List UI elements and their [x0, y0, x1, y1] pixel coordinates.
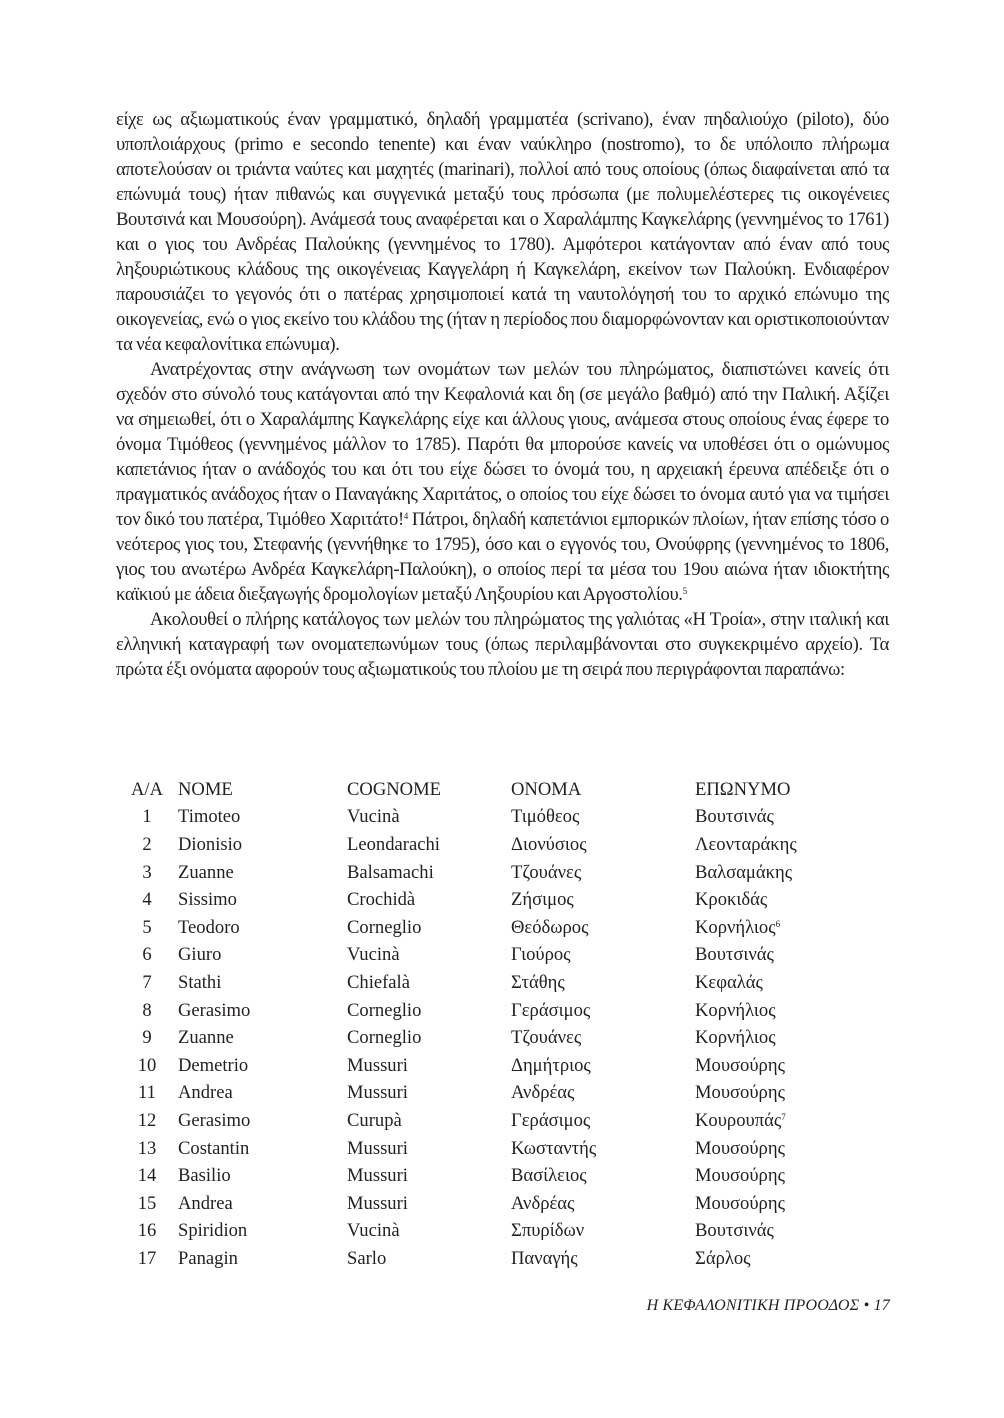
- row-number: [116, 862, 178, 884]
- cognome-cell: [347, 944, 511, 966]
- paragraph-list-intro: Ακολουθεί ο πλήρης κατάλογος των μελών του πληρώματος της γαλιότας «Η Τροία», στην ιταλική και ελληνική καταγραφή των ονοματεπωνύμων τους (όπως περιλαμβάνονται στο συγκεκριμένο αρχείο). Τα πρώτα έξι ονόματα αφορούν τους αξιωματικούς του πλοίου με τη σειρά που περιγράφονται παραπάνω:: [116, 609, 889, 680]
- footnote-ref-5[interactable]: 5: [682, 586, 687, 596]
- cell-text: Sissimo: [178, 889, 237, 911]
- eponymo-cell: [695, 862, 865, 884]
- eponymo-cell: [695, 1165, 865, 1187]
- onoma-cell: [511, 1138, 695, 1160]
- cell-text: Κορνήλιος: [695, 1027, 776, 1049]
- cell-text: Timoteo: [178, 806, 241, 828]
- nome-cell: [178, 889, 347, 911]
- footnote-ref[interactable]: 7: [781, 1111, 786, 1122]
- cell-text: 8: [142, 999, 152, 1021]
- cognome-cell: [347, 862, 511, 884]
- table-header-row: [116, 776, 876, 804]
- cell-text: Βαλσαμάκης: [695, 861, 793, 883]
- eponymo-cell: [695, 889, 865, 911]
- nome-cell: [178, 1165, 347, 1187]
- cell-text: Λεονταράκης: [695, 833, 797, 855]
- cell-text: Τζουάνες: [511, 861, 582, 883]
- row-number: [116, 1027, 178, 1049]
- nome-cell: [178, 944, 347, 966]
- eponymo-cell: [695, 1138, 865, 1160]
- onoma-cell: [511, 1055, 695, 1077]
- cell-text: Κεφαλάς: [695, 971, 763, 993]
- cognome-cell: [347, 1193, 511, 1215]
- onoma-cell: [511, 889, 695, 911]
- row-number: [116, 1248, 178, 1270]
- table-body: [116, 804, 876, 1273]
- header-eponymo: ΕΠΩΝΥΜΟ: [695, 778, 791, 800]
- cell-text: 4: [142, 889, 152, 911]
- cognome-cell: [347, 1055, 511, 1077]
- cell-text: 7: [142, 971, 152, 993]
- nome-cell: [178, 1220, 347, 1242]
- cell-text: Sarlo: [347, 1247, 387, 1269]
- cognome-cell: [347, 1165, 511, 1187]
- paragraph-officers: είχε ως αξιωματικούς έναν γραμματικό, δηλαδή γραμματέα (scrivano), έναν πηδαλιούχο (piloto), δύο υποπλοιάρχους (primo e secondo tenente) και έναν ναύκληρο (nostromo), το δε υπόλοιπο πλήρωμα αποτελούσαν οι τριάντα ναύτες και μαχητές (marinari), πολλοί από τους οποίους (όπως διαφαίνεται από τα επώνυμά τους) ήταν πιθανώς και συγγενικά μεταξύ τους πρόσωπα (με πολυμελέστερες τις οικογένειες Βουτσινά και Μουσούρη). Ανάμεσά τους αναφέρεται και ο Χαραλάμπης Καγκελάρης (γεννημένος το 1761) και ο γιος του Ανδρέας Παλούκης (γεννημένος το 1780). Αμφότεροι κατάγονταν από έναν από τους ληξουριώτικους κλάδους της οικογένειας Καγγελάρη ή Καγκελάρη, εκείνον των Παλούκη. Ενδιαφέρον παρουσιάζει το γεγονός ότι ο πατέρας χρησιμοποιεί κατά τη ναυτολόγησή του το αρχικό επώνυμο της οικογενείας, ενώ ο γιος εκείνο του κλάδου της (ήταν η περίοδος που διαμορφώνονταν και οριστικοποιούνταν τα νέα κεφαλονίτικα επώνυμα).: [116, 109, 889, 355]
- cognome-cell: [347, 1027, 511, 1049]
- eponymo-cell: [695, 1000, 865, 1022]
- cell-text: Κορνήλιος: [695, 999, 776, 1021]
- nome-cell: [178, 1110, 347, 1132]
- table-row: [116, 997, 876, 1025]
- table-row: [116, 1190, 876, 1218]
- nome-cell: [178, 1193, 347, 1215]
- nome-cell: [178, 972, 347, 994]
- nome-cell: [178, 862, 347, 884]
- table-row: [116, 804, 876, 832]
- eponymo-cell: [695, 1220, 865, 1242]
- table-row: [116, 831, 876, 859]
- cell-text: 10: [137, 1054, 157, 1076]
- nome-cell: [178, 834, 347, 856]
- row-number: [116, 1138, 178, 1160]
- cell-text: 17: [137, 1247, 157, 1269]
- cell-text: Gerasimo: [178, 1109, 251, 1131]
- table-row: [116, 1107, 876, 1135]
- header-aa: A/A: [130, 778, 164, 800]
- eponymo-cell: [695, 1248, 865, 1270]
- cell-text: 13: [137, 1137, 157, 1159]
- onoma-cell: [511, 806, 695, 828]
- cognome-cell: [347, 1000, 511, 1022]
- cell-text: 16: [137, 1220, 157, 1242]
- paragraph-text: Ανατρέχοντας στην ανάγνωση των ονομάτων των μελών του πληρώματος, διαπιστώνει κανείς ότι σχεδόν στο σύνολό τους κατάγονται από την Κεφαλονιά και δη (σε μεγάλο βαθμό) από την Παλική. Αξίζει να σημειωθεί, ότι ο Χαραλάμπης Καγκελάρης είχε και άλλους γιους, ανάμεσα στους οποίους ένας έφερε το όνομα Τιμόθεος (γεννημένος μάλλον το 1785). Παρότι θα μπορούσε κανείς να υποθέσει ότι ο ομώνυμος καπετάνιος ήταν ο ανάδοχός του και ότι του είχε δώσει το όνομά του, η αρχειακή έρευνα απέδειξε ότι ο πραγματικός ανάδοχος ήταν ο Παναγάκης Χαριτάτος, ο οποίος του είχε δώσει το όνομα αυτό για να τιμήσει τον δικό του πατέρα, Τιμόθεο Χαριτάτο!: [116, 359, 889, 530]
- cell-text: Ανδρέας: [511, 1082, 575, 1104]
- cell-text: 3: [142, 861, 152, 883]
- onoma-cell: [511, 1082, 695, 1104]
- cell-text: Crochidà: [347, 889, 416, 911]
- cognome-cell: [347, 1082, 511, 1104]
- table-row: [116, 1218, 876, 1246]
- nome-cell: [178, 1000, 347, 1022]
- page-footer: [647, 1297, 890, 1315]
- cell-text: 2: [142, 833, 152, 855]
- cell-text: Panagin: [178, 1247, 238, 1269]
- cell-text: Βουτσινάς: [695, 806, 774, 828]
- cell-text: Κουρουπάς: [695, 1109, 782, 1131]
- eponymo-cell: [695, 917, 865, 939]
- nome-cell: [178, 1138, 347, 1160]
- cell-text: 15: [137, 1192, 157, 1214]
- cell-text: 11: [138, 1082, 156, 1104]
- paragraph-text: Πάτροι, δηλαδή καπετάνιοι εμπορικών πλοίων, ήταν επίσης τόσο ο νεότερος γιος του, Στεφανής (γεννήθηκε το 1795), όσο και ο εγγονός του, Ονούφρης (γεννημένος το 1806, γιος του ανωτέρω Ανδρέα Καγκελάρη-Παλούκη), ο οποίος περί τα μέσα του 19ου αιώνα ήταν ιδιοκτήτης καϊκιού με άδεια διεξαγωγής δρομολογίων μεταξύ Ληξουρίου και Αργοστολίου.: [116, 509, 890, 605]
- cell-text: Μουσούρης: [695, 1192, 785, 1214]
- row-number: [116, 1000, 178, 1022]
- cognome-cell: [347, 1138, 511, 1160]
- footnote-ref-4[interactable]: 4: [403, 511, 408, 521]
- cell-text: Dionisio: [178, 833, 243, 855]
- paragraph-crew-origin: [116, 357, 889, 607]
- onoma-cell: [511, 944, 695, 966]
- row-number: [116, 1110, 178, 1132]
- running-title: Η ΚΕΦΑΛΟΝΙΤΙΚΗ ΠΡΟΟΔΟΣ: [646, 1297, 860, 1314]
- nome-cell: [178, 1055, 347, 1077]
- cell-text: 6: [142, 944, 152, 966]
- cell-text: Andrea: [178, 1192, 233, 1214]
- cell-text: Mussuri: [347, 1054, 408, 1076]
- cell-text: Mussuri: [347, 1192, 408, 1214]
- cell-text: Κορνήλιος: [695, 916, 776, 938]
- row-number: [116, 1193, 178, 1215]
- table-row: [116, 886, 876, 914]
- cell-text: Βουτσινάς: [695, 944, 774, 966]
- cell-text: Τιμόθεος: [511, 806, 580, 828]
- eponymo-cell: [695, 806, 865, 828]
- cell-text: Teodoro: [178, 916, 240, 938]
- table-row: [116, 1052, 876, 1080]
- onoma-cell: [511, 834, 695, 856]
- onoma-cell: [511, 862, 695, 884]
- row-number: [116, 917, 178, 939]
- nome-cell: [178, 806, 347, 828]
- row-number: [116, 944, 178, 966]
- cell-text: Γεράσιμος: [511, 999, 591, 1021]
- eponymo-cell: [695, 1027, 865, 1049]
- cell-text: Ζήσιμος: [511, 889, 574, 911]
- header-nome: NOME: [178, 778, 233, 800]
- table-row: [116, 914, 876, 942]
- cell-text: Giuro: [178, 944, 222, 966]
- cell-text: Corneglio: [347, 999, 422, 1021]
- onoma-cell: [511, 1000, 695, 1022]
- row-number: [116, 1082, 178, 1104]
- cell-text: Παναγής: [511, 1247, 578, 1269]
- cell-text: Chiefalà: [347, 971, 410, 993]
- cognome-cell: [347, 1220, 511, 1242]
- page-number: 17: [873, 1297, 890, 1314]
- onoma-cell: [511, 972, 695, 994]
- cognome-cell: [347, 917, 511, 939]
- eponymo-cell: [695, 1055, 865, 1077]
- row-number: [116, 806, 178, 828]
- cognome-cell: [347, 806, 511, 828]
- cell-text: Ανδρέας: [511, 1192, 575, 1214]
- nome-cell: [178, 1027, 347, 1049]
- eponymo-cell: [695, 834, 865, 856]
- cell-text: Mussuri: [347, 1165, 408, 1187]
- cell-text: Κροκιδάς: [695, 889, 768, 911]
- table-row: [116, 942, 876, 970]
- cell-text: Γεράσιμος: [511, 1109, 591, 1131]
- cell-text: Μουσούρης: [695, 1165, 785, 1187]
- cell-text: Balsamachi: [347, 861, 434, 883]
- cell-text: Demetrio: [178, 1054, 249, 1076]
- cell-text: 1: [142, 806, 152, 828]
- cell-text: Σπυρίδων: [511, 1220, 585, 1242]
- cell-text: Vucinà: [347, 1220, 400, 1242]
- table-row: [116, 969, 876, 997]
- nome-cell: [178, 1248, 347, 1270]
- body-text: [116, 107, 889, 682]
- cell-text: Curupà: [347, 1109, 402, 1131]
- row-number: [116, 1055, 178, 1077]
- onoma-cell: [511, 1193, 695, 1215]
- cell-text: Vucinà: [347, 944, 400, 966]
- cell-text: Στάθης: [511, 971, 565, 993]
- cell-text: Zuanne: [178, 861, 234, 883]
- onoma-cell: [511, 1220, 695, 1242]
- cell-text: Τζουάνες: [511, 1027, 582, 1049]
- table-row: [116, 1162, 876, 1190]
- cell-text: Διονύσιος: [511, 833, 587, 855]
- cell-text: Corneglio: [347, 1027, 422, 1049]
- cell-text: Μουσούρης: [695, 1082, 785, 1104]
- cognome-cell: [347, 889, 511, 911]
- cell-text: Βουτσινάς: [695, 1220, 774, 1242]
- cell-text: Κωσταντής: [511, 1137, 597, 1159]
- nome-cell: [178, 1082, 347, 1104]
- crew-table: [116, 776, 876, 1273]
- cell-text: Σάρλος: [695, 1247, 751, 1269]
- cell-text: Μουσούρης: [695, 1054, 785, 1076]
- cell-text: 9: [142, 1027, 152, 1049]
- cell-text: Spiridion: [178, 1220, 248, 1242]
- row-number: [116, 889, 178, 911]
- row-number: [116, 834, 178, 856]
- footnote-ref[interactable]: 6: [775, 918, 781, 929]
- onoma-cell: [511, 1248, 695, 1270]
- cell-text: Gerasimo: [178, 999, 251, 1021]
- cell-text: Θεόδωρος: [511, 916, 589, 938]
- cognome-cell: [347, 1248, 511, 1270]
- cell-text: Stathi: [178, 971, 222, 993]
- table-row: [116, 859, 876, 887]
- cell-text: Zuanne: [178, 1027, 234, 1049]
- cell-text: Μουσούρης: [695, 1137, 785, 1159]
- eponymo-cell: [695, 1082, 865, 1104]
- row-number: [116, 1165, 178, 1187]
- footer-separator: •: [863, 1297, 870, 1314]
- eponymo-cell: [695, 1110, 865, 1132]
- onoma-cell: [511, 1027, 695, 1049]
- table-row: [116, 1135, 876, 1163]
- cell-text: Leondarachi: [347, 833, 440, 855]
- onoma-cell: [511, 1165, 695, 1187]
- cell-text: Mussuri: [347, 1137, 408, 1159]
- cell-text: 5: [142, 916, 152, 938]
- eponymo-cell: [695, 944, 865, 966]
- table-row: [116, 1080, 876, 1108]
- table-row: [116, 1024, 876, 1052]
- cell-text: Γιούρος: [511, 944, 571, 966]
- nome-cell: [178, 917, 347, 939]
- eponymo-cell: [695, 972, 865, 994]
- cell-text: Costantin: [178, 1137, 250, 1159]
- table-row: [116, 1245, 876, 1273]
- row-number: [116, 1220, 178, 1242]
- header-onoma: ΟΝΟΜΑ: [511, 778, 582, 800]
- cell-text: Δημήτριος: [511, 1054, 591, 1076]
- onoma-cell: [511, 1110, 695, 1132]
- row-number: [116, 972, 178, 994]
- onoma-cell: [511, 917, 695, 939]
- cell-text: Βασίλειος: [511, 1165, 587, 1187]
- cognome-cell: [347, 972, 511, 994]
- header-cognome: COGNOME: [347, 778, 442, 800]
- cell-text: 14: [137, 1165, 157, 1187]
- cognome-cell: [347, 834, 511, 856]
- cell-text: Andrea: [178, 1082, 233, 1104]
- cell-text: Vucinà: [347, 806, 400, 828]
- eponymo-cell: [695, 1193, 865, 1215]
- cell-text: Corneglio: [347, 916, 422, 938]
- cell-text: Mussuri: [347, 1082, 408, 1104]
- cell-text: 12: [137, 1109, 157, 1131]
- cell-text: Basilio: [178, 1165, 231, 1187]
- cognome-cell: [347, 1110, 511, 1132]
